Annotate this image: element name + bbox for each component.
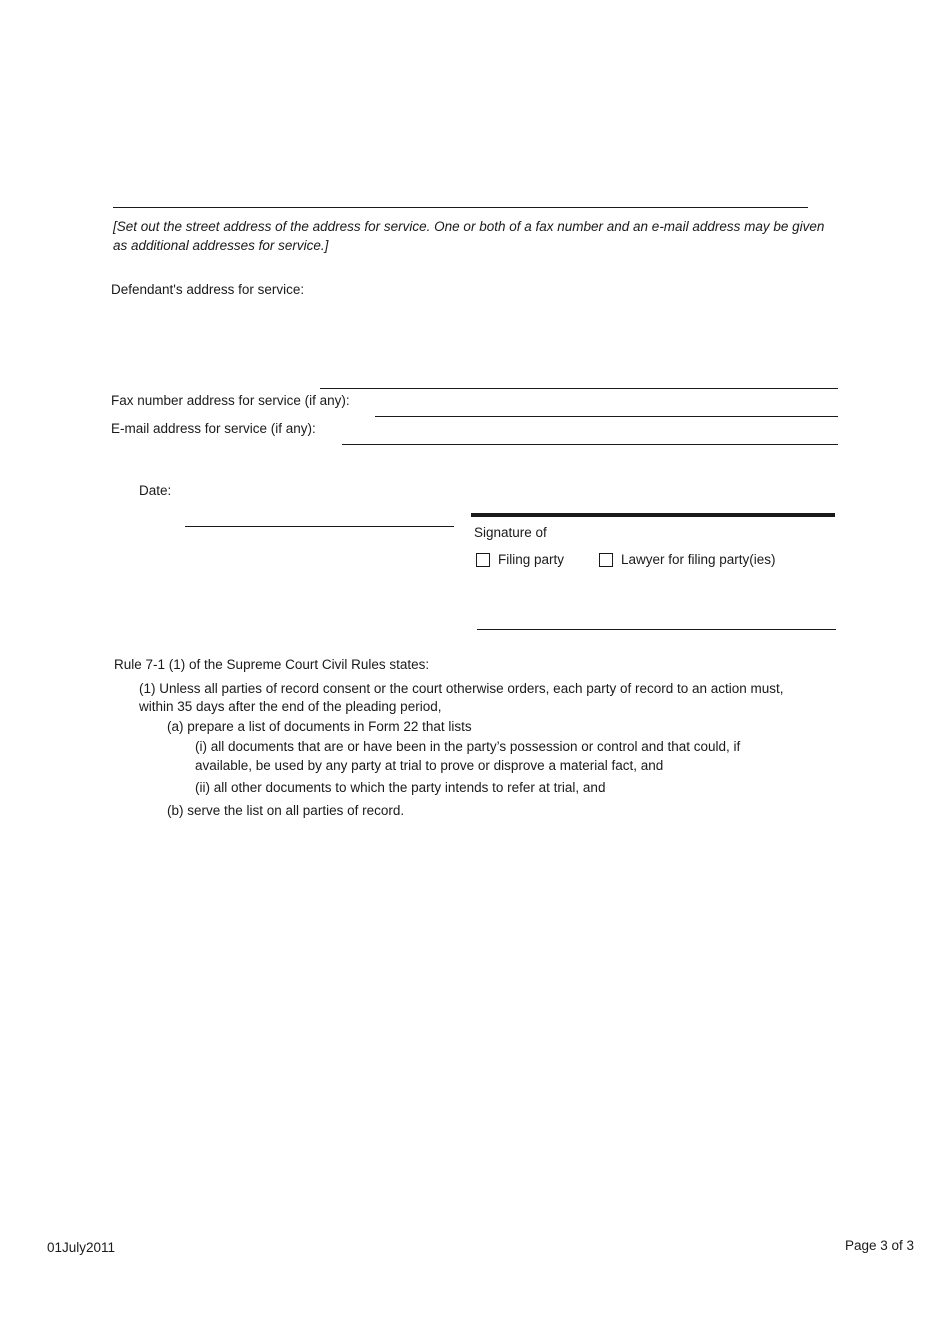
defendant-address-label: Defendant's address for service: bbox=[111, 282, 305, 297]
filing-party-checkbox[interactable] bbox=[476, 553, 490, 567]
address-instruction-line-2: as additional addresses for service.] bbox=[113, 238, 329, 253]
email-label: E-mail address for service (if any): bbox=[111, 421, 316, 436]
rule-item-b: (b) serve the list on all parties of record. bbox=[167, 803, 405, 818]
fax-number-input[interactable] bbox=[375, 394, 838, 417]
fax-label: Fax number address for service (if any): bbox=[111, 393, 350, 408]
rule-p1-line-1: (1) Unless all parties of record consent or the court otherwise orders, each party of record to an action must, bbox=[139, 681, 784, 696]
footer-page-number: Page 3 of 3 bbox=[844, 1238, 914, 1253]
signature-thick-rule bbox=[471, 513, 835, 517]
signature-label: Signature of bbox=[474, 525, 547, 540]
lawyer-label: Lawyer for filing party(ies) bbox=[621, 552, 776, 567]
rule-p1-line-2: within 35 days after the end of the pleading period, bbox=[139, 699, 442, 714]
rule-item-ii: (ii) all other documents to which the party intends to refer at trial, and bbox=[195, 780, 606, 795]
rule-item-a: (a) prepare a list of documents in Form 22 that lists bbox=[167, 719, 472, 734]
rule-item-i-line-2: available, be used by any party at trial to prove or disprove a material fact, and bbox=[195, 758, 664, 773]
date-input[interactable] bbox=[185, 504, 454, 527]
defendant-address-input[interactable] bbox=[320, 366, 838, 389]
address-instruction-line-1: [Set out the street address of the address for service. One or both of a fax number and an e-mail address may be given bbox=[113, 219, 825, 234]
email-address-input[interactable] bbox=[342, 422, 838, 445]
filing-party-label: Filing party bbox=[498, 552, 565, 567]
date-label: Date: bbox=[139, 483, 172, 498]
rule-heading: Rule 7-1 (1) of the Supreme Court Civil Rules states: bbox=[114, 657, 430, 672]
rule-item-i-line-1: (i) all documents that are or have been in the party’s possession or control and that could, if bbox=[195, 739, 741, 754]
footer-version: 01July2011 bbox=[47, 1240, 116, 1255]
address-for-service-line bbox=[113, 207, 808, 208]
lawyer-checkbox[interactable] bbox=[599, 553, 613, 567]
signature-input[interactable] bbox=[477, 607, 836, 630]
